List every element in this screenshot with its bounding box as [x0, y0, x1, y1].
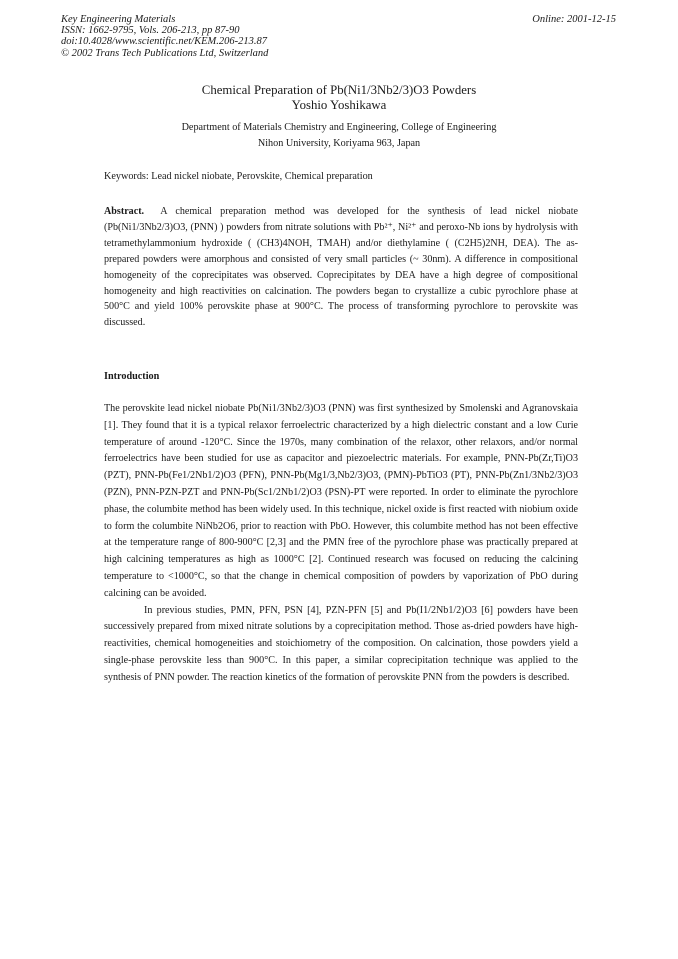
abstract-label: Abstract.: [104, 206, 145, 217]
paper-title: Chemical Preparation of Pb(Ni1/3Nb2/3)O3 Powders: [201, 83, 477, 97]
introduction-heading: Introduction: [104, 371, 160, 382]
journal-name: Key Engineering Materials: [61, 14, 176, 25]
abstract: [104, 204, 578, 331]
journal-issn: ISSN: 1662-9795, Vols. 206-213, pp 87-90: [61, 25, 240, 37]
intro-paragraph-1: The perovskite lead nickel niobate Pb(Ni1/3Nb2/3)O3 (PNN) was first synthesized by Smolenski and Agranovskaia [1]. They found that it is a typical relaxor ferroelectric characterized by a high dielectric constant and a low Curie temperature of around -120°C. Since the 1970s, many combination of the relaxor, other relaxors, and/or normal ferroelectrics have been studied for use as capacitor and piezoelectric materials. For example, PNN-Pb(Zr,Ti)O3 (PZT), PNN-Pb(Fe1/2Nb1/2)O3 (PFN), PNN-Pb(Mg1/3,Nb2/3)O3, (PMN)-PbTiO3 (PT), PNN-Pb(Zn1/3Nb2/3)O3 (PZN), PNN-PZN-PZT and PNN-Pb(Sc1/2Nb1/2)O3 (PSN)-PT were reported. In order to eliminate the pyrochlore phase, the columbite method has been widely used. In this technique, nickel oxide is first reacted with niobium oxide to form the columbite NiNb2O6, prior to reaction with PbO. However, this columbite method has not been effective at the temperature range of 800-900°C [2,3] and the PMN free of the pyrochlore phase was practically prepared at high calcining temperatures as high as 1000°C [2]. Continued research was focused on reducing the calcining temperature to <1000°C, so that the change in chemical composition of powders by vaporization of PbO during calcining can be avoided.: [104, 403, 578, 599]
journal-doi: doi:10.4028/www.scientific.net/KEM.206-213.87: [61, 36, 267, 48]
keywords: Keywords: Lead nickel niobate, Perovskite, Chemical preparation: [104, 171, 373, 182]
online-date: Online: 2001-12-15: [532, 14, 616, 25]
intro-paragraph-2: In previous studies, PMN, PFN, PSN [4], PZN-PFN [5] and Pb(I1/2Nb1/2)O3 [6] powders have been successively prepared from mixed nitrate solutions by a coprecipitation method. Those as-dried powders have high-reactivities, chemical homogeneities and stoichiometry of the composition. On calcination, those powders yield a single-phase perovskite less than 900°C. In this paper, a similar coprecipitation technique was applied to the synthesis of PNN powder. The reaction kinetics of the formation of perovskite PNN from the powders is described.: [104, 604, 578, 683]
journal-copyright: © 2002 Trans Tech Publications Ltd, Switzerland: [61, 47, 269, 59]
affiliation-line-2: Nihon University, Koriyama 963, Japan: [257, 138, 421, 149]
affiliation: [0, 120, 678, 152]
abstract-text: A chemical preparation method was developed for the synthesis of lead nickel niobate (Pb(Ni1/3Nb2/3)O3, (PNN) ) powders from nitrate solutions with Pb²⁺, Ni²⁺ and peroxo-Nb ions by hydrolysis with tetramethylammonium hydroxide ( (CH3)4NOH, TMAH) and/or diethylamine ( (C2H5)2NH, DEA). The as-prepared powders were amorphous and consisted of very small particles (~ 30nm). A difference in compositional homogeneity of the coprecipitates was observed. Coprecipitates by DEA have a high degree of compositional homogeneity and high reactivities on calcination. The powders began to crystallize a cubic pyrochlore phase at 500°C and yield 100% perovskite phase at 900°C. The process of transforming pyrochlore to perovskite was discussed.: [104, 206, 578, 329]
journal-citation: [61, 14, 268, 59]
affiliation-line-1: Department of Materials Chemistry and Engineering, College of Engineering: [181, 122, 497, 133]
introduction-body: [104, 401, 578, 687]
paper-author: Yoshio Yoshikawa: [291, 98, 387, 112]
